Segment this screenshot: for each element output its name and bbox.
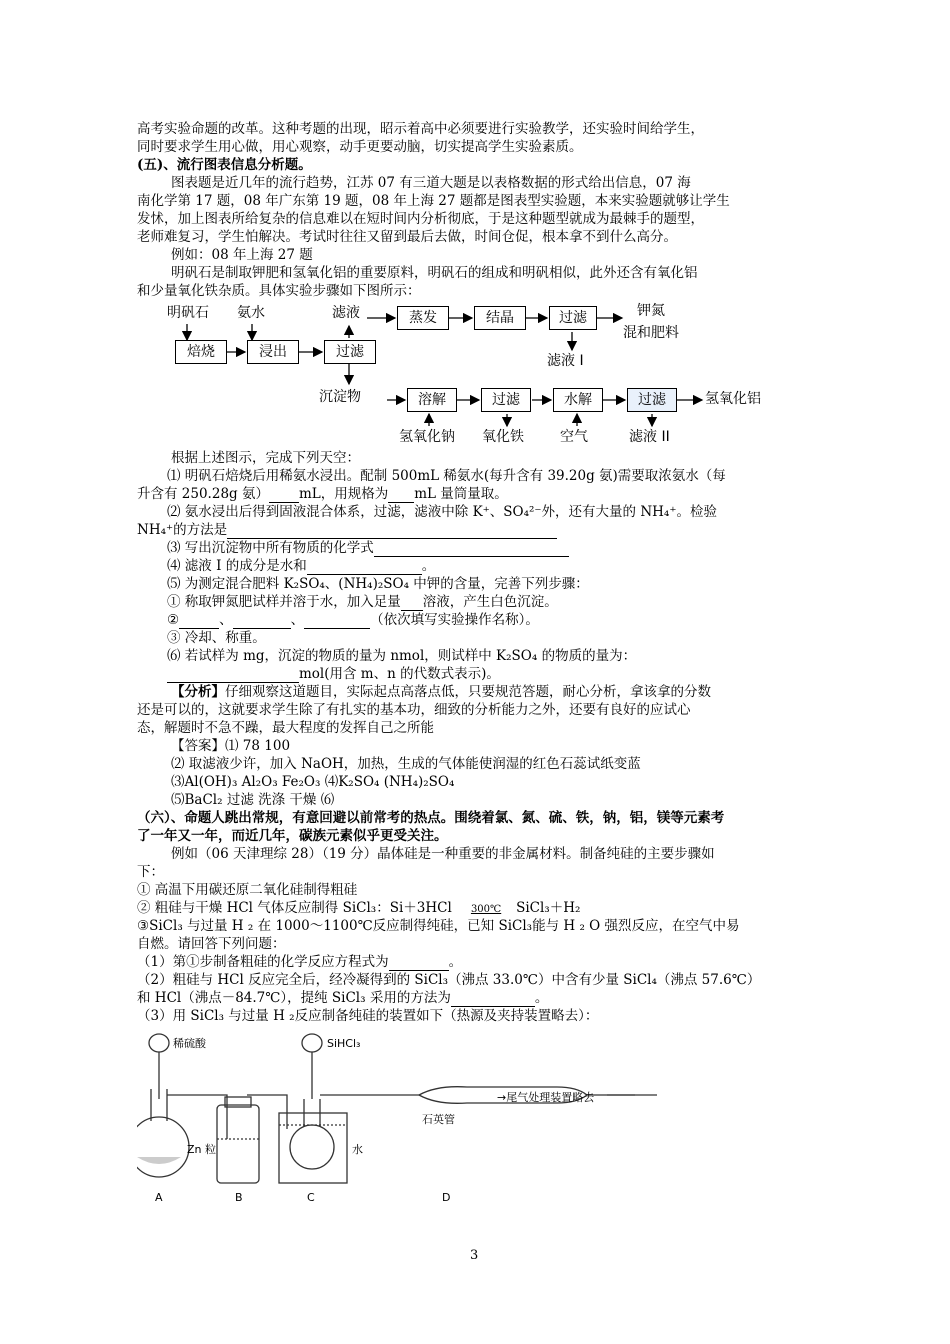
box-zhengfa: 蒸发 [397, 306, 449, 330]
page-number: 3 [470, 1248, 479, 1263]
text-line: 发怵，加上图表所给复杂的信息难以在短时间内分析彻底，于是这种题型就成为最棘手的题型， [137, 211, 704, 227]
text-line: 例如：08 年上海 27 题 [171, 247, 313, 263]
text-line: 根据上述图示，完成下列天空： [171, 450, 360, 466]
label-lvye: 滤液 [332, 305, 360, 321]
text-line: 态，解题时不急不躁，最大程度的发挥自己之所能 [137, 720, 434, 736]
text-fragment: 和 HCl（沸点－84.7℃），提纯 SiCl₃ 采用的方法为 [137, 990, 451, 1006]
section-heading-6: 了一年又一年，而近几年，碳族元素似乎更受关注。 [137, 828, 448, 844]
label-lvye-2: 滤液 II [629, 429, 670, 445]
text-fragment: mL，用规格为 [298, 486, 389, 502]
question-6a: ⑹ 若试样为 mg，沉淀的物质的量为 nmol，则试样中 K₂SO₄ 的物质的量为： [167, 648, 637, 664]
text-fragment: 。 [534, 990, 549, 1006]
process-flowchart [167, 302, 761, 447]
text-line: 明矾石是制取钾肥和氢氧化铝的重要原料，明矾石的组成和明矾相似，此外还含有氧化铝 [171, 265, 698, 281]
text-line: 和少量氧化铁杂质。具体实验步骤如下图所示： [137, 283, 421, 299]
label-weiqi: →尾气处理装置略去 [497, 1091, 595, 1104]
equation-line [137, 899, 817, 917]
box-shuijie: 水解 [553, 388, 603, 412]
text-line: 自燃。请回答下列问题： [137, 936, 286, 952]
text-fragment: 。 [421, 558, 436, 574]
label-qingyanghualv: 氢氧化铝 [705, 391, 761, 407]
question-5c [137, 611, 817, 629]
text-fragment: SiCl₃＋H₂ [516, 900, 581, 916]
text-fragment: 仔细观察这道题目，实际起点高落点低，只要规范答题，耐心分析，拿该拿的分数 [225, 684, 711, 700]
text-line: 同时要求学生用心做，用心观察，动手更要动脑，切实提高学生实验素质。 [137, 139, 583, 155]
label-zn: Zn 粒 [187, 1143, 217, 1156]
text-line: ① 高温下用碳还原二氧化硅制得粗硅 [137, 882, 358, 898]
reaction-arrow [456, 905, 516, 915]
label-shiyingguan: 石英管 [422, 1113, 455, 1126]
label-chendianwu: 沉淀物 [319, 389, 361, 405]
question-2a: ⑵ 氨水浸出后得到固液混合体系，过滤，滤液中除 K⁺、SO₄²⁻外，还有大量的 NH₄⁺。检验 [167, 504, 717, 520]
text-fragment: 、 [219, 612, 233, 628]
text-line: 南化学第 17 题，08 年广东第 19 题，08 年上海 27 题都是图表型实验题，本来实验题就够让学生 [137, 193, 730, 209]
blank [401, 596, 423, 611]
blank [179, 614, 219, 629]
reaction-condition: 300℃ [470, 904, 502, 915]
answer-line: 【答案】⑴ 78 100 [171, 738, 291, 754]
apparatus-diagram [137, 1029, 657, 1204]
text-line: 高考实验命题的改革。这种考题的出现，昭示着高中必须要进行实验教学，还实验时间给学生， [137, 121, 704, 137]
blank [389, 956, 449, 971]
label-sihcl3: SiHCl₃ [327, 1037, 361, 1050]
blank [307, 560, 422, 575]
question-2b [137, 521, 817, 539]
text-line: ③SiCl₃ 与过量 H ₂ 在 1000～1100℃反应制得纯硅，已知 SiCl₃能与 H ₂ O 强烈反应，在空气中易 [137, 918, 740, 934]
box-beishao: 焙烧 [175, 340, 227, 364]
blank [227, 524, 557, 539]
answer-line: ⑶Al(OH)₃ Al₂O₃ Fe₂O₃ ⑷K₂SO₄ (NH₄)₂SO₄ [171, 774, 455, 790]
question-5d: ③ 冷却、称重。 [167, 630, 266, 646]
blank [374, 542, 569, 557]
label-c: C [307, 1191, 315, 1204]
text-fragment: 升含有 250.28g 氨） [137, 486, 269, 502]
text-fragment: ② [167, 612, 180, 628]
text-fragment: （依次填写实验操作名称）。 [370, 612, 539, 628]
question-3 [137, 539, 817, 557]
apparatus-drawing [137, 1029, 657, 1201]
section-heading-5: (五)、流行图表信息分析题。 [137, 157, 312, 173]
question-1a: ⑴ 明矾石焙烧后用稀氨水浸出。配制 500mL 稀氨水(每升含有 39.20g 氨)需要取浓氨水（每 [167, 468, 726, 484]
text-fragment: ② 粗硅与干燥 HCl 气体反应制得 SiCl₃：Si＋3HCl [137, 900, 457, 916]
box-guolv-4: 过滤 [627, 388, 677, 412]
document-page [137, 120, 817, 1204]
text-fragment: mol(用含 m、n 的代数式表示)。 [299, 666, 500, 682]
text-fragment: NH₄⁺的方法是 [137, 522, 228, 538]
text-line: 下： [137, 864, 164, 880]
question-4 [137, 557, 817, 575]
question-line [137, 989, 817, 1007]
text-line: 例如（06 天津理综 28）（19 分）晶体硅是一种重要的非金属材料。制备纯硅的主要步骤如 [171, 846, 715, 862]
box-jiejing: 结晶 [474, 306, 526, 330]
box-guolv-2: 过滤 [549, 306, 597, 330]
box-rongjie: 溶解 [407, 388, 457, 412]
answer-line: ⑵ 取滤液少许，加入 NaOH，加热，生成的气体能使润湿的红色石蕊试纸变蓝 [171, 756, 641, 772]
text-line: （3）用 SiCl₃ 与过量 H ₂反应制备纯硅的装置如下（热源及夹持装置略去）： [137, 1008, 599, 1024]
analysis-line [137, 683, 817, 701]
text-line: 老师难复习，学生怕解决。考试时往往又留到最后去做，时间仓促，根本拿不到什么高分。 [137, 229, 677, 245]
label-xiliusuan: 稀硫酸 [173, 1037, 206, 1050]
question-5a: ⑸ 为测定混合肥料 K₂SO₄、(NH₄)₂SO₄ 中钾的含量，完善下列步骤： [167, 576, 589, 592]
blank [233, 614, 291, 629]
label-jiadan: 钾氮 [637, 303, 665, 319]
question-6b [137, 665, 817, 683]
text-fragment: ⑷ 滤液 I 的成分是水和 [167, 558, 307, 574]
blank [388, 488, 414, 503]
question-1b [137, 485, 817, 503]
text-fragment: 。 [448, 954, 463, 970]
text-fragment: 、 [290, 612, 305, 628]
text-fragment: mL 量筒量取。 [414, 486, 508, 502]
blank [269, 488, 299, 503]
label-lvye-1: 滤液 I [547, 353, 584, 369]
label-a: A [155, 1191, 163, 1204]
label-feiliao: 混和肥料 [623, 325, 679, 341]
label-mingfanshi: 明矾石 [167, 305, 209, 321]
text-fragment: 溶液，产生白色沉淀。 [422, 594, 558, 610]
blank [304, 614, 370, 629]
box-guolv-3: 过滤 [481, 388, 531, 412]
analysis-label: 【分析】 [171, 684, 225, 700]
label-kongqi: 空气 [560, 429, 588, 445]
label-anshui: 氨水 [237, 305, 265, 321]
blank [451, 992, 535, 1007]
text-line: 图表题是近几年的流行趋势，江苏 07 有三道大题是以表格数据的形式给出信息，07 海 [171, 175, 691, 191]
section-heading-6: （六）、命题人跳出常规，有意回避以前常考的热点。围绕着氯、氮、硫、铁，钠，铝，镁等元素考 [137, 810, 725, 826]
label-shui: 水 [352, 1143, 363, 1156]
text-line: （2）粗硅与 HCl 反应完全后，经冷凝得到的 SiCl₃（沸点 33.0℃）中含有少量 SiCl₄（沸点 57.6℃） [137, 972, 761, 988]
answer-line: ⑸BaCl₂ 过滤 洗涤 干燥 ⑹ [171, 792, 335, 808]
box-jinchu: 浸出 [247, 340, 299, 364]
box-guolv-1: 过滤 [324, 340, 376, 364]
question-line [137, 953, 817, 971]
text-fragment: ① 称取钾氮肥试样并溶于水，加入足量 [167, 594, 401, 610]
question-5b [137, 593, 817, 611]
text-fragment: ⑶ 写出沉淀物中所有物质的化学式 [167, 540, 374, 556]
label-d: D [442, 1191, 451, 1204]
label-qingyanghuana: 氢氧化钠 [399, 429, 455, 445]
label-b: B [235, 1191, 243, 1204]
text-line: 还是可以的，这就要求学生除了有扎实的基本功，细致的分析能力之外，还要有良好的应试心 [137, 702, 691, 718]
blank [167, 668, 299, 683]
label-yanghuatie: 氧化铁 [482, 429, 524, 445]
text-fragment: （1）第①步制备粗硅的化学反应方程式为 [137, 954, 389, 970]
